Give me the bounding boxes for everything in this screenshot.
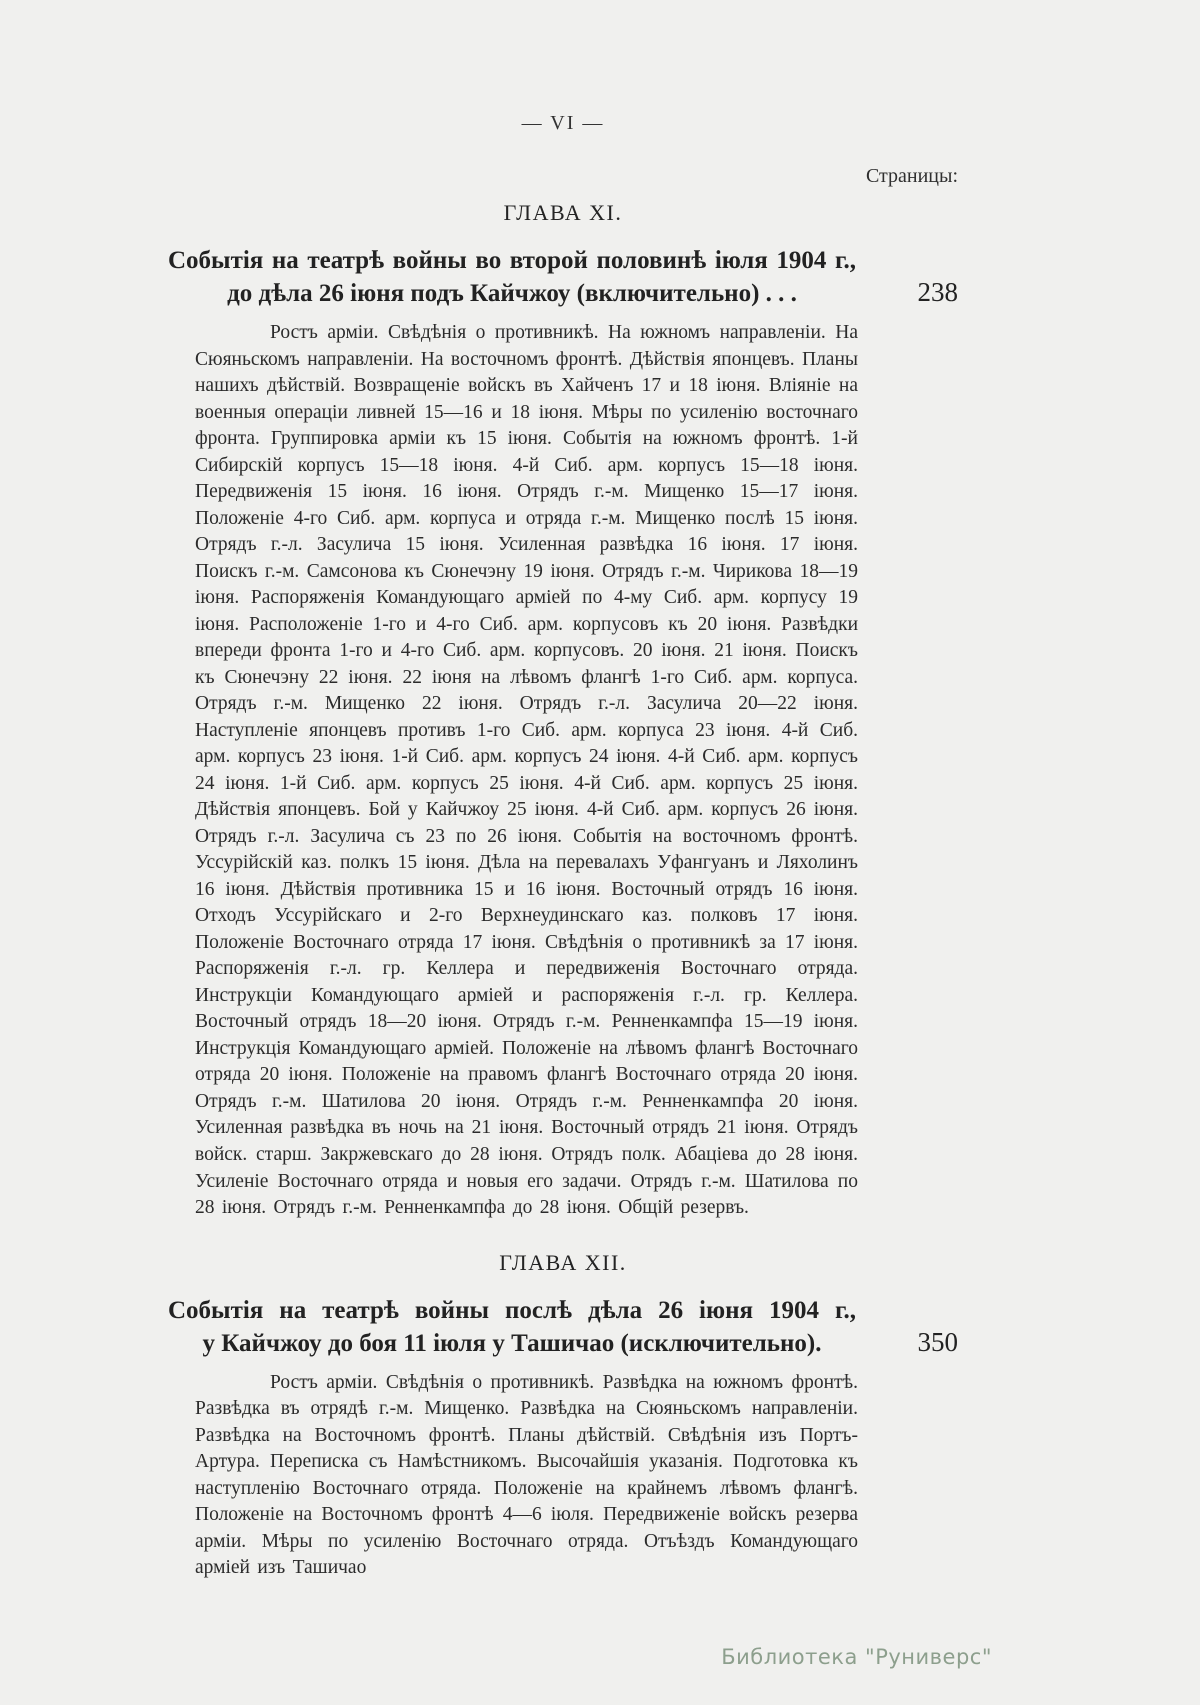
chapter-xii-title — [168, 1294, 856, 1360]
chapter-xii-entry — [168, 1294, 958, 1360]
chapter-xii-title-line1: Событія на театрѣ войны послѣ дѣла 26 іюня 1904 г., — [168, 1296, 856, 1324]
chapter-xi-title-line1: Событія на театрѣ войны во второй половинѣ іюля 1904 г., — [168, 247, 856, 274]
chapter-xi-page-number: 238 — [917, 277, 958, 307]
toc-content — [168, 112, 958, 1582]
chapter-xi-entry — [168, 244, 958, 310]
chapter-xi-title-line2: до дѣла 26 іюня подъ Кайчжоу (включительно) . . . — [227, 280, 797, 307]
chapter-xii-page-number: 350 — [917, 1326, 958, 1357]
chapter-xi-summary: Ростъ арміи. Свѣдѣнія о противникѣ. На южномъ направленіи. На Сюяньскомъ направленіи. На восточномъ фронтѣ. Дѣйствія японцевъ. Планы нашихъ дѣйствій. Возвращеніе войскъ въ Хайченъ 17 и 18 іюня. Вліяніе на военныя операціи ливней 15—16 и 18 іюня. Мѣры по усиленію восточнаго фронта. Группировка арміи къ 15 іюня. Событія на южномъ фронтѣ. 1-й Сибирскій корпусъ 15—18 іюня. 4-й Сиб. арм. корпусъ 15—18 іюня. Передвиженія 15 іюня. 16 іюня. Отрядъ г.-м. Мищенко 15—17 іюня. Положеніе 4-го Сиб. арм. корпуса и отряда г.-м. Мищенко послѣ 15 іюня. Отрядъ г.-л. Засулича 15 іюня. Усиленная развѣдка 16 іюня. 17 іюня. Поискъ г.-м. Самсонова къ Сюнечэну 19 іюня. Отрядъ г.-м. Чирикова 18—19 іюня. Распоряженія Командующаго арміей по 4-му Сиб. арм. корпусу 19 іюня. Расположеніе 1-го и 4-го Сиб. арм. корпусовъ къ 20 іюня. Развѣдки впереди фронта 1-го и 4-го Сиб. арм. корпусовъ. 20 іюня. 21 іюня. Поискъ къ Сюнечэну 22 іюня. 22 іюня на лѣвомъ флангѣ 1-го Сиб. арм. корпуса. Отрядъ г.-м. Мищенко 22 іюня. Отрядъ г.-л. Засулича 20—22 іюня. Наступленіе японцевъ противъ 1-го Сиб. арм. корпуса 23 іюня. 4-й Сиб. арм. корпусъ 23 іюня. 1-й Сиб. арм. корпусъ 24 іюня. 4-й Сиб. арм. корпусъ 24 іюня. 1-й Сиб. арм. корпусъ 25 іюня. 4-й Сиб. арм. корпусъ 25 іюня. Дѣйствія японцевъ. Бой у Кайчжоу 25 іюня. 4-й Сиб. арм. корпусъ 26 іюня. Отрядъ г.-л. Засулича съ 23 по 26 іюня. Событія на восточномъ фронтѣ. Уссурійскій каз. полкъ 15 іюня. Дѣла на перевалахъ Уфангуанъ и Ляхолинъ 16 іюня. Дѣйствія противника 15 и 16 іюня. Восточный отрядъ 16 іюня. Отходъ Уссурійскаго и 2-го Верхнеудинскаго каз. полковъ 17 іюня. Положеніе Восточнаго отряда 17 іюня. Свѣдѣнія о противникѣ за 17 іюня. Распоряженія г.-л. гр. Келлера и передвиженія Восточнаго отряда. Инструкціи Командующаго арміей и распоряженія г.-л. гр. Келлера. Восточный отрядъ 18—20 іюня. Отрядъ г.-м. Ренненкампфа 15—19 іюня. Инструкція Командующаго арміей. Положеніе на лѣвомъ флангѣ Восточнаго отряда 20 іюня. Положеніе на правомъ флангѣ Восточнаго отряда 20 іюня. Отрядъ г.-м. Шатилова 20 іюня. Отрядъ г.-м. Ренненкампфа 20 іюня. Усиленная развѣдка въ ночь на 21 іюня. Восточный отрядъ 21 іюня. Отрядъ войск. старш. Закржевскаго до 28 іюня. Отрядъ полк. Абаціева до 28 іюня. Усиленіе Восточнаго отряда и новыя его задачи. Отрядъ г.-м. Шатилова по 28 іюня. Отрядъ г.-м. Ренненкампфа до 28 іюня. Общій резервъ. — [195, 322, 858, 1219]
toc-chapter-xii — [168, 1250, 958, 1582]
chapter-xi-title — [168, 244, 856, 310]
folio-number: — VI — — [521, 112, 605, 134]
chapter-xi-heading: ГЛАВА XI. — [503, 200, 623, 225]
chapter-xii-summary: Ростъ арміи. Свѣдѣнія о противникѣ. Развѣдка на южномъ фронтѣ. Развѣдка въ отрядѣ г.-м. Мищенко. Развѣдка на Сюяньскомъ направленіи. Развѣдка на Восточномъ фронтѣ. Планы дѣйствій. Свѣдѣнія изъ Портъ-Артура. Переписка съ Намѣстникомъ. Высочайшія указанія. Подготовка къ наступленію Восточнаго отряда. Положеніе на крайнемъ лѣвомъ флангѣ. Положеніе на Восточномъ фронтѣ 4—6 іюля. Передвиженіе войскъ резерва арміи. Мѣры по усиленію Восточнаго отряда. Отъѣздъ Командующаго арміей изъ Ташичао — [195, 1371, 858, 1579]
pages-column-label: Страницы: — [865, 165, 958, 187]
chapter-xii-title-line2: у Кайчжоу до боя 11 іюля у Ташичао (исключительно). — [202, 1329, 822, 1357]
chapter-xii-heading: ГЛАВА XII. — [499, 1249, 627, 1275]
toc-chapter-xi — [168, 200, 958, 1222]
library-watermark: Библиотека "Руниверс" — [721, 1645, 992, 1669]
